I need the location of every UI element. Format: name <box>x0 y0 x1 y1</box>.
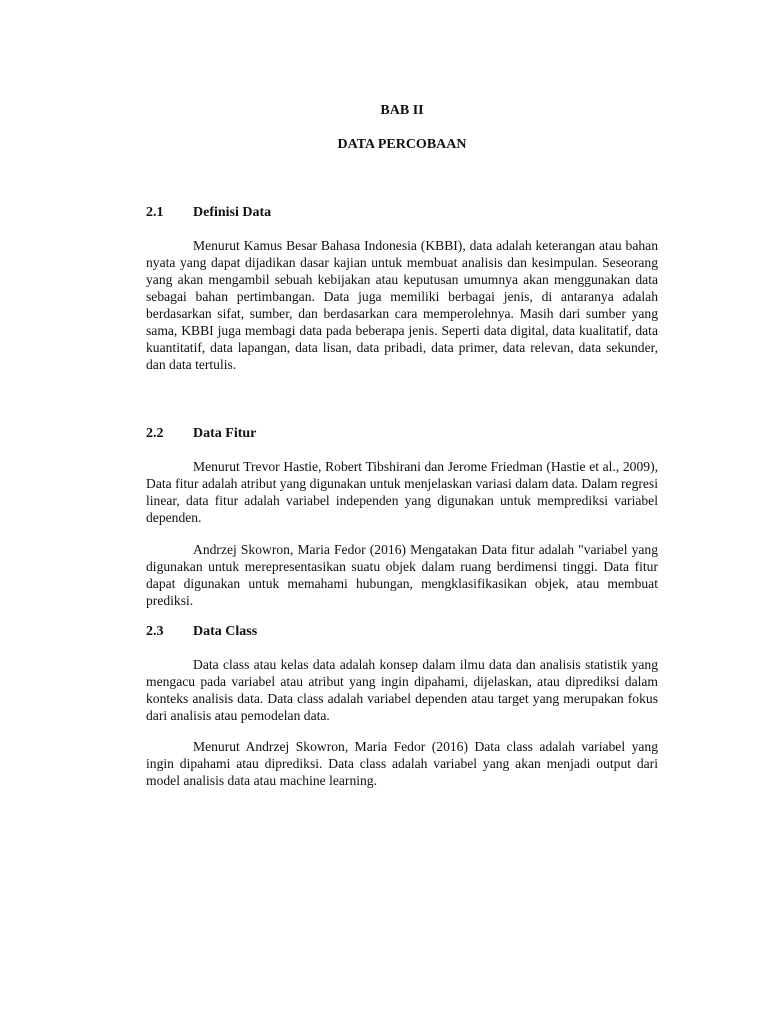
section-heading-definisi-data <box>146 204 658 222</box>
paragraph: Data class atau kelas data adalah konsep dalam ilmu data dan analisis statistik yang mengacu pada variabel atau atribut yang ingin dipahami, dijelaskan, atau diprediksi dalam konteks analisis data. Data class adalah variabel dependen atau target yang merupakan fokus dari analisis atau pemodelan data. <box>146 657 658 723</box>
section-number: 2.2 <box>146 426 164 441</box>
paragraph: Menurut Trevor Hastie, Robert Tibshirani dan Jerome Friedman (Hastie et al., 2009), Data fitur adalah atribut yang digunakan untuk menjelaskan variasi dalam data. Dalam regresi linear, data fitur adalah variabel independen yang digunakan untuk memprediksi variabel dependen. <box>146 459 658 525</box>
section-title: Data Class <box>193 624 258 639</box>
section-heading-data-class <box>146 623 658 641</box>
section-title: Definisi Data <box>193 205 272 220</box>
paragraph: Menurut Kamus Besar Bahasa Indonesia (KBBI), data adalah keterangan atau bahan nyata yang dapat dijadikan dasar kajian untuk membuat analisis dan kesimpulan. Seseorang yang akan mengambil sebuah kebijakan atau keputusan umumnya akan menggunakan data sebagai bahan pertimbangan. Data juga memiliki berbagai jenis, di antaranya adalah berdasarkan sifat, sumber, dan berdasarkan cara memperolehnya. Masih dari sumber yang sama, KBBI juga membagi data pada beberapa jenis. Seperti data digital, data kualitatif, data kuantitatif, data lapangan, data lisan, data pribadi, data primer, data relevan, data sekunder, dan data tertulis. <box>146 238 658 372</box>
section-heading-data-fitur <box>146 425 658 443</box>
chapter-number: BAB II <box>380 103 424 118</box>
paragraph: Menurut Andrzej Skowron, Maria Fedor (2016) Data class adalah variabel yang ingin dipahami atau diprediksi. Data class adalah variabel yang akan menjadi output dari model analisis data atau machine learning. <box>146 739 658 788</box>
section-number: 2.3 <box>146 624 164 639</box>
section-title: Data Fitur <box>193 426 257 441</box>
paragraph: Andrzej Skowron, Maria Fedor (2016) Mengatakan Data fitur adalah "variabel yang digunakan untuk merepresentasikan suatu objek dalam ruang berdimensi tinggi. Data fitur dapat digunakan untuk memahami hubungan, mengklasifikasikan objek, atau membuat prediksi. <box>146 542 658 608</box>
section-number: 2.1 <box>146 205 164 220</box>
chapter-title: DATA PERCOBAAN <box>337 137 467 152</box>
